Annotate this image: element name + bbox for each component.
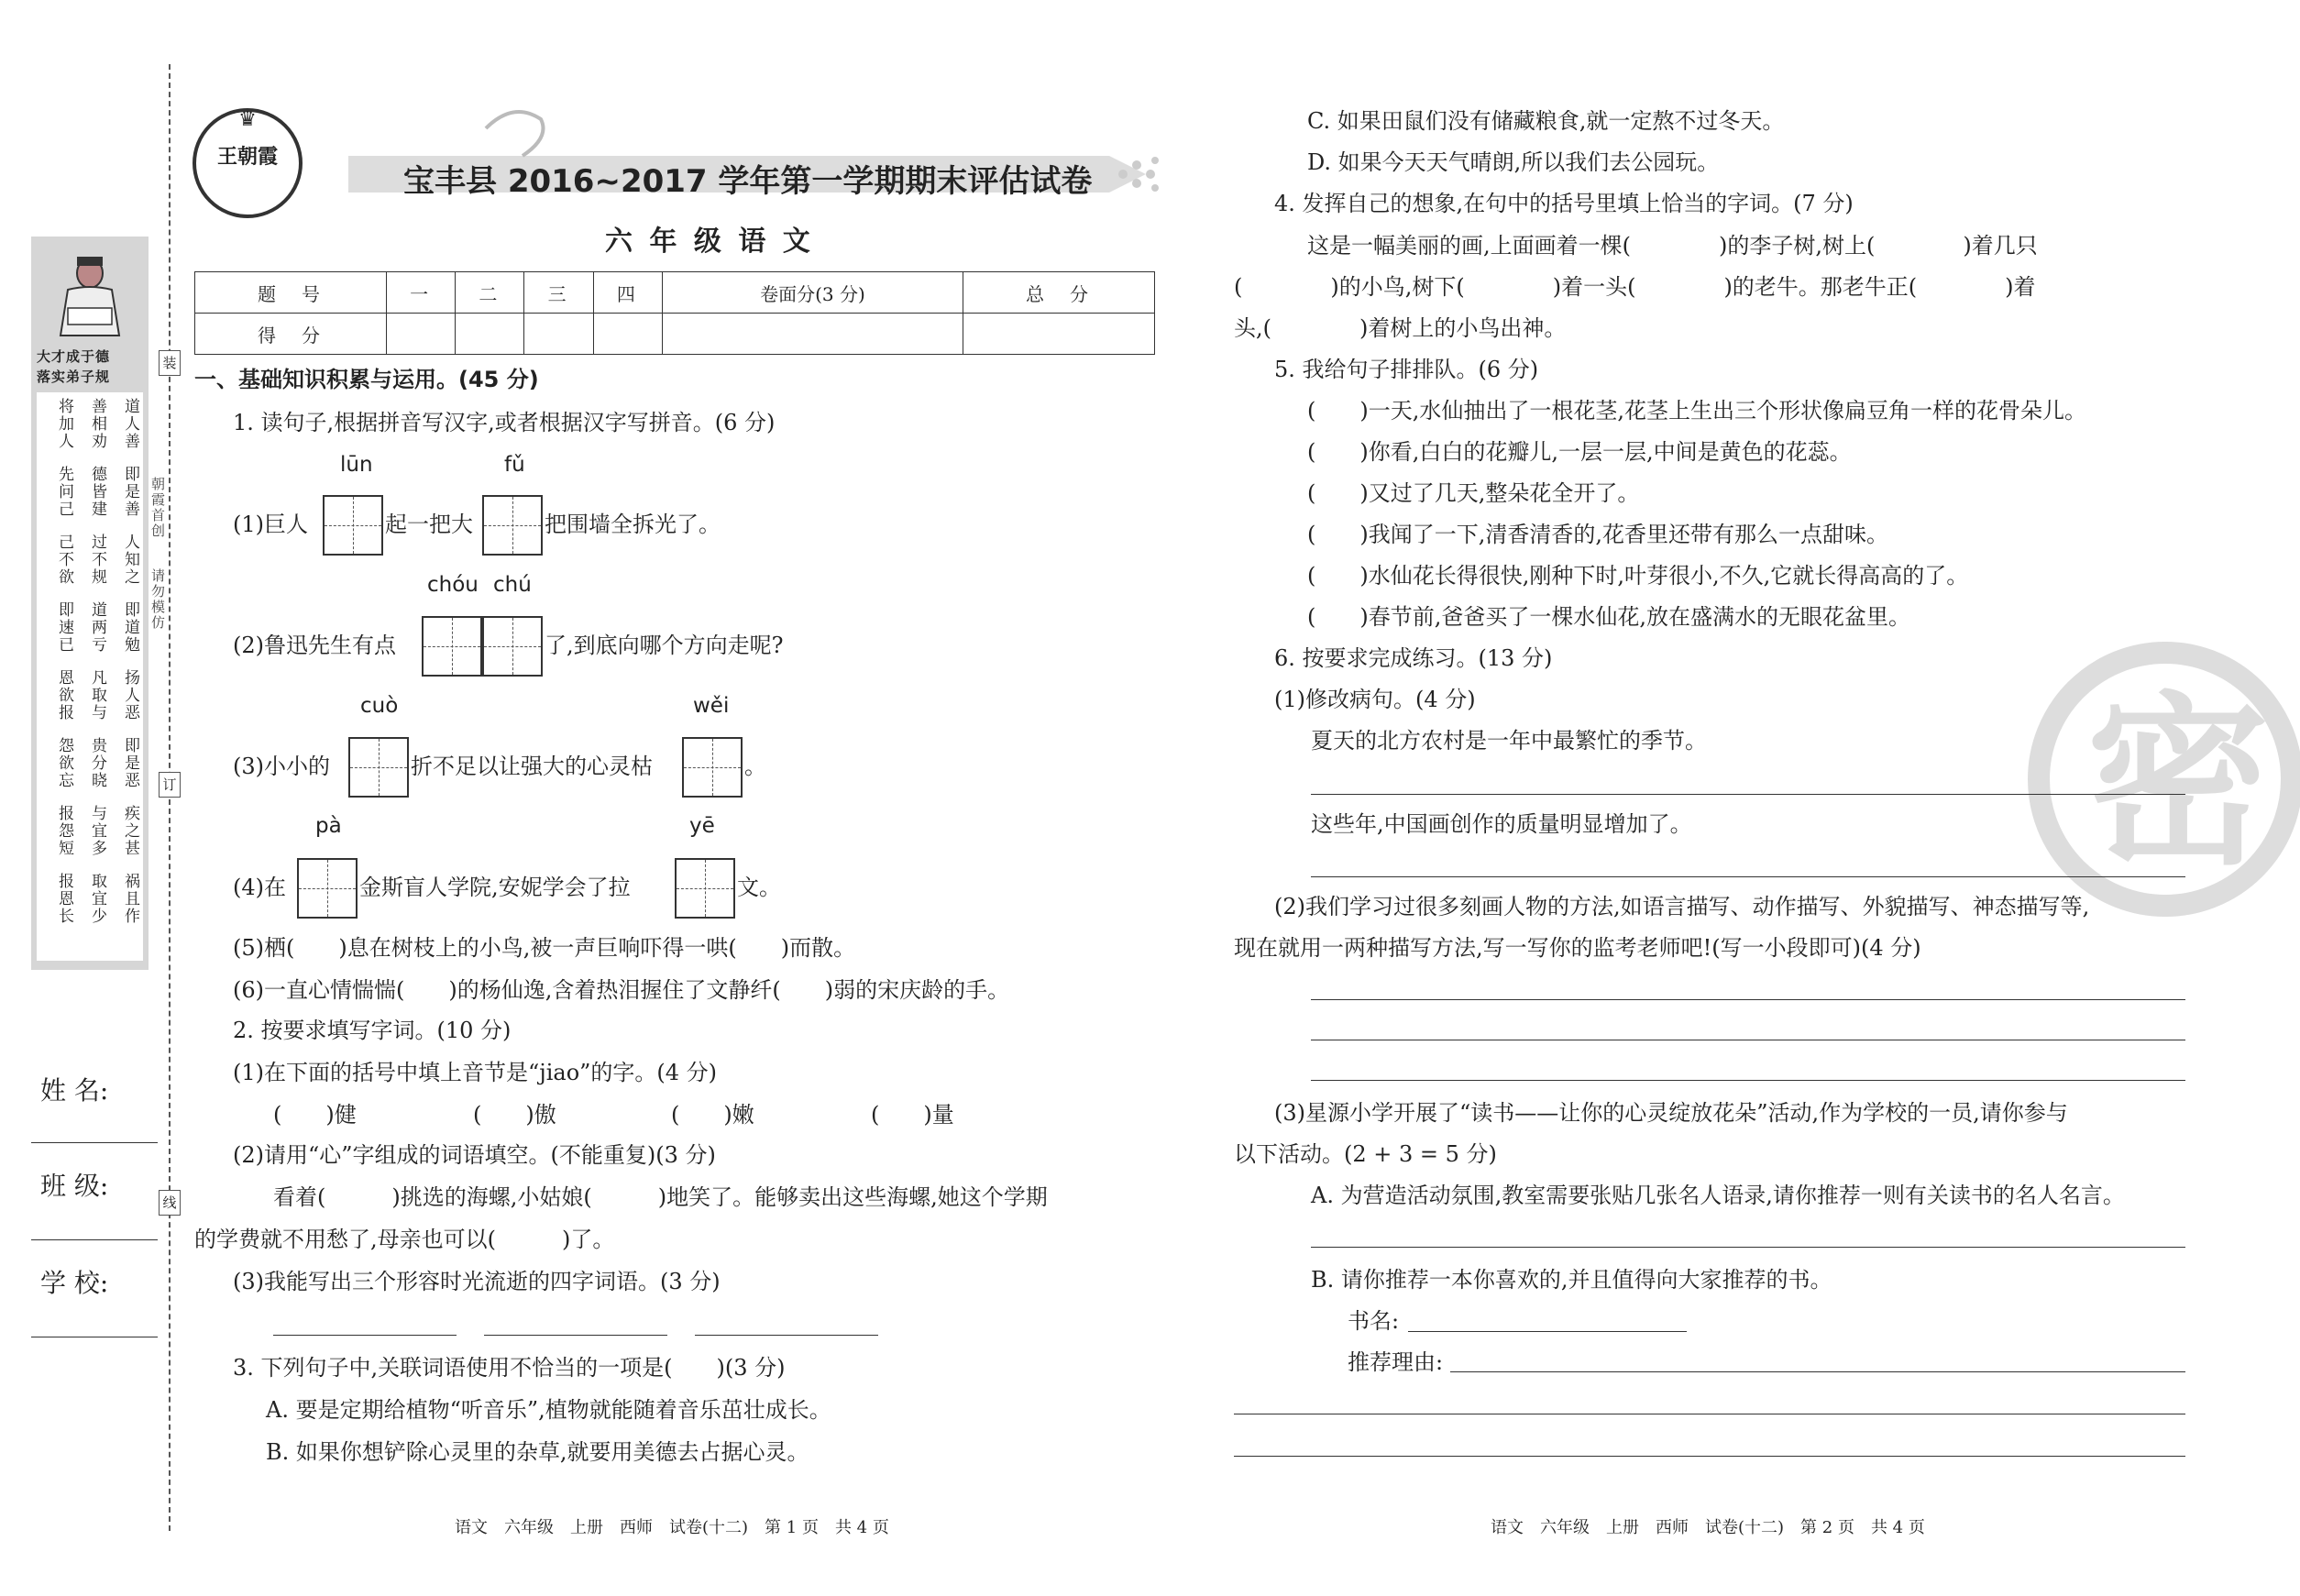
q5-item: ( )一天,水仙抽出了一根花茎,花茎上生出三个形状像扁豆角一样的花骨朵儿。 xyxy=(1307,398,2086,424)
q1-s3-part3: 。 xyxy=(744,754,766,779)
q1-s3-part2: 折不足以让强大的心灵枯 xyxy=(411,754,653,779)
score-cell[interactable] xyxy=(593,314,662,355)
score-header-row xyxy=(195,272,1155,314)
char-grid-box[interactable] xyxy=(297,858,358,919)
binding-char-ding: 订 xyxy=(159,772,181,798)
q1-s1-part1: (1)巨人 xyxy=(233,512,308,537)
answer-line[interactable] xyxy=(273,1335,457,1336)
pinyin-label: cuò xyxy=(360,694,399,718)
motto-col: 凡取与 xyxy=(88,669,106,721)
q3-option-c: C. 如果田鼠们没有储藏粮食,就一定熬不过冬天。 xyxy=(1307,108,1785,134)
motto-col: 道人善 xyxy=(121,398,139,450)
q6-1-prompt: (1)修改病句。(4 分) xyxy=(1274,687,1476,712)
motto-line-1: 大才成于德 xyxy=(37,348,111,365)
q2-1-item[interactable]: ( )傲 xyxy=(473,1102,556,1128)
school-label: 学 校: xyxy=(40,1268,109,1298)
answer-line[interactable] xyxy=(1311,1080,2185,1081)
pinyin-label: chú xyxy=(493,573,532,597)
score-header-cell: 题 号 xyxy=(195,272,387,314)
motto-col: 贵分晓 xyxy=(88,737,106,789)
answer-line[interactable] xyxy=(1234,1456,2185,1457)
motto-col: 即道勉 xyxy=(121,601,139,654)
pinyin-label: fǔ xyxy=(504,453,525,477)
motto-col: 道两亏 xyxy=(88,601,106,654)
score-cell[interactable] xyxy=(387,314,456,355)
score-header-cell: 总 分 xyxy=(963,272,1154,314)
q6-1-sentence-b: 这些年,中国画创作的质量明显增加了。 xyxy=(1311,811,1692,837)
motto-col: 将加人 xyxy=(55,398,73,450)
motto-col: 己不欲 xyxy=(55,534,73,586)
book-name-field[interactable] xyxy=(1408,1331,1687,1332)
q1-prompt: 1. 读句子,根据拼音写汉字,或者根据汉字写拼音。(6 分) xyxy=(233,410,776,435)
score-header-cell: 卷面分(3 分) xyxy=(662,272,963,314)
pinyin-label: lūn xyxy=(340,453,373,477)
class-label: 班 级: xyxy=(40,1171,109,1201)
binding-mark-2: 请勿模仿 xyxy=(149,568,166,631)
q1-s2-part2: 了,到底向哪个方向走呢? xyxy=(545,633,784,658)
motto-col: 先问己 xyxy=(55,466,73,518)
q3-option-b: B. 如果你想铲除心灵里的杂草,就要用美德去占据心灵。 xyxy=(266,1439,809,1465)
score-header-cell: 二 xyxy=(456,272,524,314)
q5-item: ( )你看,白白的花瓣儿,一层一层,中间是黄色的花蕊。 xyxy=(1307,439,1852,465)
motto-col: 祸且作 xyxy=(121,873,139,925)
motto-text-area xyxy=(37,392,143,961)
motto-col: 怨欲忘 xyxy=(55,737,73,789)
char-grid-box[interactable] xyxy=(482,616,543,677)
score-cell[interactable] xyxy=(662,314,963,355)
q6-1-sentence-a: 夏天的北方农村是一年中最繁忙的季节。 xyxy=(1311,728,1707,754)
motto-col: 即是恶 xyxy=(121,737,139,789)
page-footer-left: 语文 六年级 上册 西师 试卷(十二) 第 1 页 共 4 页 xyxy=(455,1518,889,1537)
answer-line[interactable] xyxy=(1311,876,2185,877)
book-name-label: 书名: xyxy=(1348,1308,1400,1334)
score-cell[interactable] xyxy=(963,314,1154,355)
logo-text: 王朝霞 xyxy=(216,145,278,169)
motto-col: 恩欲报 xyxy=(55,669,73,721)
q1-s4-part1: (4)在 xyxy=(233,875,286,900)
q2-1-prompt: (1)在下面的括号中填上音节是“jiao”的字。(4 分) xyxy=(233,1060,718,1085)
pinyin-label: wěi xyxy=(693,694,730,718)
q6-3-option-b: B. 请你推荐一本你喜欢的,并且值得向大家推荐的书。 xyxy=(1311,1267,1832,1293)
q6-2-line-a: (2)我们学习过很多刻画人物的方法,如语言描写、动作描写、外貌描写、神态描写等, xyxy=(1274,894,2090,919)
q4-line-1: 这是一幅美丽的画,上面画着一棵( )的李子树,树上( )着几只 xyxy=(1307,233,2038,259)
answer-line[interactable] xyxy=(1311,794,2185,795)
pinyin-label: yē xyxy=(689,814,715,838)
score-header-cell: 三 xyxy=(524,272,593,314)
pinyin-label: pà xyxy=(315,814,342,838)
score-row-label: 得 分 xyxy=(195,314,387,355)
q1-s2-part1: (2)鲁迅先生有点 xyxy=(233,633,396,658)
q2-3-prompt: (3)我能写出三个形容时光流逝的四字词语。(3 分) xyxy=(233,1269,721,1294)
score-row xyxy=(195,314,1155,355)
motto-col: 报恩长 xyxy=(55,873,73,925)
exam-title: 宝丰县 2016~2017 学年第一学期期末评估试卷 xyxy=(403,163,1093,200)
q4-prompt: 4. 发挥自己的想象,在句中的括号里填上恰当的字词。(7 分) xyxy=(1274,191,1854,216)
class-field[interactable] xyxy=(31,1239,158,1240)
q6-3-line-a: (3)星源小学开展了“读书——让你的心灵绽放花朵”活动,作为学校的一员,请你参与 xyxy=(1274,1100,2068,1126)
q5-item: ( )我闻了一下,清香清香的,花香里还带有那么一点甜味。 xyxy=(1307,522,1888,547)
motto-col: 取宜少 xyxy=(88,873,106,925)
motto-col: 善相劝 xyxy=(88,398,106,450)
q1-s4-part3: 文。 xyxy=(737,875,781,900)
q3-prompt: 3. 下列句子中,关联词语使用不恰当的一项是( )(3 分) xyxy=(233,1355,786,1381)
q2-prompt: 2. 按要求填写字词。(10 分) xyxy=(233,1018,512,1043)
motto-col: 即速已 xyxy=(55,601,73,654)
name-field[interactable] xyxy=(31,1142,158,1143)
motto-col: 德皆建 xyxy=(88,466,106,518)
score-header-cell: 一 xyxy=(387,272,456,314)
binding-mark-1: 朝霞首创 xyxy=(149,477,166,539)
q1-s1-part3: 把围墙全拆光了。 xyxy=(545,512,721,537)
char-grid-box[interactable] xyxy=(323,495,383,556)
answer-line[interactable] xyxy=(695,1335,878,1336)
q5-item: ( )春节前,爸爸买了一棵水仙花,放在盛满水的无眼花盆里。 xyxy=(1307,604,1910,630)
char-grid-box[interactable] xyxy=(675,858,735,919)
q4-line-3: 头,( )着树上的小鸟出神。 xyxy=(1234,315,1567,341)
crown-icon: ♛ xyxy=(238,108,257,131)
pinyin-label: chóu xyxy=(427,573,479,597)
name-label: 姓 名: xyxy=(40,1075,109,1106)
q3-option-a: A. 要是定期给植物“听音乐”,植物就能随着音乐茁壮成长。 xyxy=(266,1397,831,1423)
motto-col: 报怨短 xyxy=(55,805,73,857)
section-1-heading: 一、基础知识积累与运用。(45 分) xyxy=(194,367,539,392)
motto-col: 疾之甚 xyxy=(121,805,139,857)
stamp-char: 密 xyxy=(2086,675,2271,890)
answer-line[interactable] xyxy=(484,1335,667,1336)
scholar-illustration xyxy=(31,244,149,345)
q2-2-prompt: (2)请用“心”字组成的词语填空。(不能重复)(3 分) xyxy=(233,1142,716,1168)
q3-option-d: D. 如果今天天气晴朗,所以我们去公园玩。 xyxy=(1307,149,1720,175)
score-cell[interactable] xyxy=(456,314,524,355)
motto-col: 过不规 xyxy=(88,534,106,586)
motto-col: 与宜多 xyxy=(88,805,106,857)
q2-2-line-a: 看着( )挑选的海螺,小姑娘( )地笑了。能够卖出这些海螺,她这个学期 xyxy=(273,1184,1048,1210)
q6-3-line-b: 以下活动。(2 + 3 = 5 分) xyxy=(1234,1141,1497,1167)
q1-s6: (6)一直心情惴惴( )的杨仙逸,含着热泪握住了文静纤( )弱的宋庆龄的手。 xyxy=(233,977,1010,1003)
answer-line[interactable] xyxy=(1311,999,2185,1000)
q1-s5: (5)栖( )息在树枝上的小鸟,被一声巨响吓得一哄( )而散。 xyxy=(233,935,856,961)
char-grid-box[interactable] xyxy=(422,616,482,677)
page-footer-right: 语文 六年级 上册 西师 试卷(十二) 第 2 页 共 4 页 xyxy=(1491,1518,1925,1537)
motto-col: 即是善 xyxy=(121,466,139,518)
q6-prompt: 6. 按要求完成练习。(13 分) xyxy=(1274,645,1553,671)
q1-s3-part1: (3)小小的 xyxy=(233,754,330,779)
reason-label: 推荐理由: xyxy=(1348,1349,1444,1375)
q1-s4-part2: 金斯盲人学院,安妮学会了拉 xyxy=(359,875,631,900)
q5-prompt: 5. 我给句子排排队。(6 分) xyxy=(1274,357,1539,382)
q2-1-item[interactable]: ( )嫩 xyxy=(671,1102,754,1128)
exam-subtitle: 六 年 级 语 文 xyxy=(605,226,814,258)
score-header-cell: 四 xyxy=(593,272,662,314)
q2-1-item[interactable]: ( )量 xyxy=(871,1102,954,1128)
q5-item: ( )又过了几天,整朵花全开了。 xyxy=(1307,480,1640,506)
score-cell[interactable] xyxy=(524,314,593,355)
q4-line-2: ( )的小鸟,树下( )着一头( )的老牛。那老牛正( )着 xyxy=(1234,274,2036,300)
q1-s1-part2: 起一把大 xyxy=(385,512,473,537)
reason-field[interactable] xyxy=(1450,1371,2185,1372)
binding-dashed-line xyxy=(169,64,171,1531)
char-grid-box[interactable] xyxy=(482,495,543,556)
q6-2-line-b: 现在就用一两种描写方法,写一写你的监考老师吧!(写一小段即可)(4 分) xyxy=(1234,935,1921,961)
char-grid-box[interactable] xyxy=(682,737,743,798)
q2-1-item[interactable]: ( )健 xyxy=(273,1102,357,1128)
q5-item: ( )水仙花长得很快,刚种下时,叶芽很小,不久,它就长得高高的了。 xyxy=(1307,563,1969,589)
binding-char-zhuang: 装 xyxy=(159,350,181,376)
char-grid-box[interactable] xyxy=(348,737,409,798)
q6-3-option-a: A. 为营造活动氛围,教室需要张贴几张名人语录,请你推荐一则有关读书的名人名言。 xyxy=(1311,1183,2125,1208)
q2-2-line-b: 的学费就不用愁了,母亲也可以( )了。 xyxy=(194,1227,615,1252)
score-table xyxy=(194,271,1155,355)
logo-emblem xyxy=(193,108,303,218)
motto-col: 扬人恶 xyxy=(121,669,139,721)
answer-line[interactable] xyxy=(1311,1247,2185,1248)
binding-char-xian: 线 xyxy=(159,1190,181,1216)
secret-stamp xyxy=(2028,642,2300,917)
motto-col: 人知之 xyxy=(121,534,139,586)
motto-panel xyxy=(31,237,149,970)
motto-line-2: 落实弟子规 xyxy=(37,369,111,385)
